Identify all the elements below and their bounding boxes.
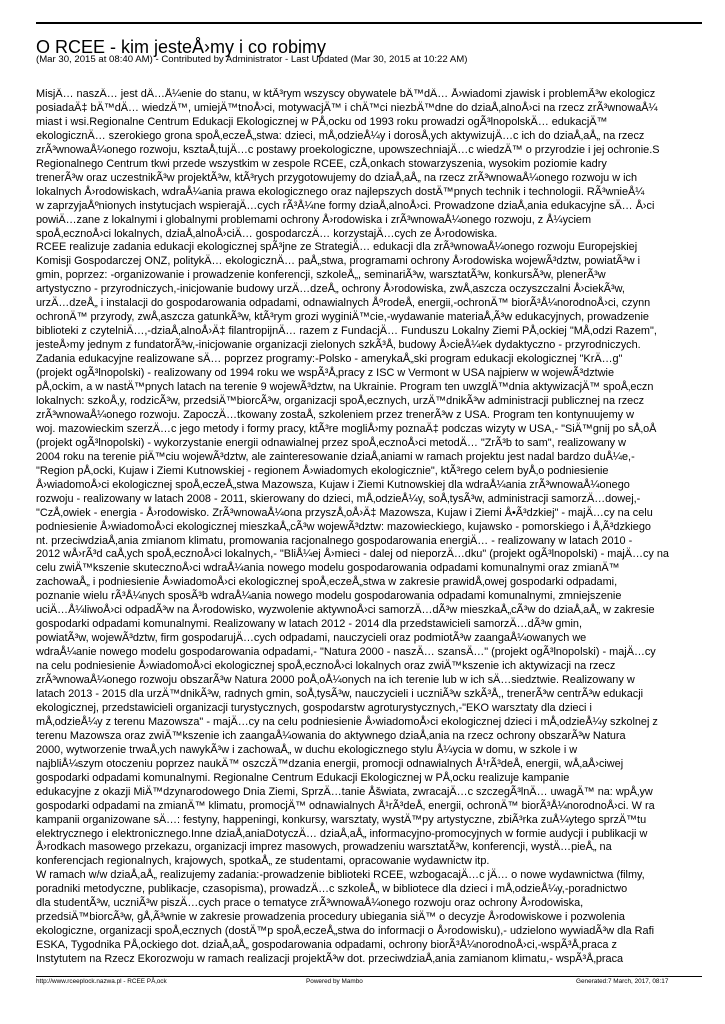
footer-generated-date: Generated:7 March, 2017, 08:17	[576, 978, 669, 985]
body-line: podniesienie Å›wiadomoÅ›ci ekologicznej mieszkaÅ„cÃ³w wojewÃ³dztw: mazowieckiego, kujawsko - pomorskiego i Å‚Ã³dzkiego	[36, 520, 651, 533]
body-line: lokalnych: szkoÅ‚y, rodzicÃ³w, przedsiÄ™biorcÃ³w, organizacji spoÅ‚ecznych, urzÄ™dnikÃ³w administracji publicznej na rzecz	[36, 394, 645, 407]
body-line: W ramach w/w dziaÅ‚aÅ„ realizujemy zadania:-prowadzenie biblioteki RCEE, wzbogacajÄ…c jÄ… o nowe wydawnictwa (filmy,	[36, 869, 645, 882]
body-line: celu zwiÄ™kszenie skutecznoÅ›ci wdraÅ¼ania nowego modelu gospodarowania odpadami komunalnymi oraz zmianÄ™	[36, 562, 620, 575]
body-line: zrÃ³wnowaÅ¼onego rozwoju obszarÃ³w Natura 2000 poÅ‚oÅ¼onych na ich terenie lub w ich sÄ…siedztwie. Realizowany w	[36, 674, 635, 687]
body-line: poznanie wielu rÃ³Å¼nych sposÃ³b wdraÅ¼ania nowego modelu gospodarowania odpadami komunalnymi, zmniejszenie	[36, 590, 622, 603]
body-line: Instytutem na Rzecz Ekorozwoju w ramach realizacji projektÃ³w dot. przeciwdziaÅ‚ania zamianom klimatu,- wspÃ³Å‚praca	[36, 953, 624, 966]
body-line: pÅ‚ockim, a w nastÄ™pnych latach na terenie 9 wojewÃ³dztw, na Ukrainie. Program ten uwzglÄ™dnia aktywizacjÄ™ spoÅ‚eczn	[36, 381, 654, 394]
body-line: gmin, poprzez: -organizowanie i prowadzenie konferencji, szkoleÅ„, seminariÃ³w, warsztatÃ³w, konkursÃ³w, plenerÃ³w	[36, 269, 606, 282]
body-line: gospodarki odpadami komunalnymi. Realizowany w latach 2012 - 2014 dla przedstawicieli samorzÄ…dÃ³w gmin,	[36, 618, 583, 631]
body-line: mÅ‚odzieÅ¼y z terenu Mazowsza" - majÄ…cy na celu podniesienie Å›wiadomoÅ›ci ekologicznej dzieci i mÅ‚odzieÅ¼y szkolnej z	[36, 715, 658, 728]
footer-powered-by: Powered by Mambo	[306, 978, 363, 985]
body-line: gospodarki odpadami na zmianÄ™ klimatu, promocjÄ™ odnawialnych Å¹rÃ³deÅ‚ energii, ochronÄ™ biorÃ³Å¼norodnoÅ›ci. W ra	[36, 799, 655, 812]
body-line: woj. mazowieckim szerzÄ…c jego metody i formy pracy, ktÃ³re mogliÅ›my poznaÄ‡ podczas wizyty w USA,- "SiÄ™gnij po sÅ‚oÅ	[36, 422, 657, 435]
body-line: dla studentÃ³w, uczniÃ³w piszÄ…cych prace o tematyce zrÃ³wnowaÅ¼onego rozwoju oraz ochrony Å›rodowiska,	[36, 897, 584, 910]
body-line: Å›rodkach masowego przekazu, organizacji imprez masowych, prowadzeniu warsztatÃ³w, konferencji, wystÄ…pieÅ„ na	[36, 841, 612, 854]
body-line: trenerÃ³w oraz uczestnikÃ³w projektÃ³w, ktÃ³rych przygotowujemy do dziaÅ‚aÅ„ na rzecz zrÃ³wnowaÅ¼onego rozwoju w ich	[36, 171, 638, 184]
body-line: rozwoju - realizowany w latach 2008 - 2011, skierowany do dzieci, mÅ‚odzieÅ¼y, soÅ‚tysÃ³w, administracji samorzÄ…dowej,-	[36, 492, 641, 505]
body-line: zrÃ³wnowaÅ¼onego rozwoju. ZapoczÄ…tkowany zostaÅ‚ szkoleniem przez trenerÃ³w z USA. Program ten kontynuujemy w	[36, 408, 635, 421]
article-body	[36, 88, 725, 976]
body-line: spoÅ‚ecznoÅ›ci lokalnych, dziaÅ‚alnoÅ›ciÄ… gospodarczÄ… korzystajÄ…cych ze Å›rodowiska.	[36, 227, 498, 240]
body-line: w zaprzyjaÅºnionych instytucjach wspierajÄ…cych rÃ³Å¼ne formy dziaÅ‚alnoÅ›ci. Prowadzone dziaÅ‚ania edukacyjne sÄ… Å›ci	[36, 199, 655, 212]
body-line: konferencjach regionalnych, krajowych, spotkaÅ„ ze studentami, opracowanie wydawnictw itp.	[36, 855, 490, 868]
body-line: latach 2013 - 2015 dla urzÄ™dnikÃ³w, radnych gmin, soÅ‚tysÃ³w, nauczycieli i uczniÃ³w szkÃ³Å‚, trenerÃ³w centrÃ³w edukacji	[36, 687, 644, 700]
footer-rule	[36, 976, 702, 977]
body-line: jesteÅ›my jednym z fundatorÃ³w,-inicjowanie organizacji zielonych szkÃ³Å‚ budowy Å›cieÅ¼ek dydaktyczno - przyrodniczych.	[36, 339, 641, 352]
body-line: nt. przeciwdziaÅ‚ania zmianom klimatu, promowania racjonalnego gospodarowania energiÄ… - realizowany w latach 2010 -	[36, 534, 633, 547]
body-line: MisjÄ… naszÄ… jest dÄ…Å¼enie do stanu, w ktÃ³rym wszyscy obywatele bÄ™dÄ… Å›wiadomi zjawisk i problemÃ³w ekologicz	[36, 88, 656, 100]
body-line: edukacyjne z okazji MiÄ™dzynarodowego Dnia Ziemi, SprzÄ…tanie Åšwiata, zwracajÄ…c szczegÃ³lnÄ… uwagÄ™ na: wpÅ‚yw	[36, 785, 653, 798]
body-line: elektrycznego i elektronicznego.Inne dziaÅ‚aniaDotyczÄ… dziaÅ‚aÅ„ informacyjno-promocyjnych w formie audycji i publikacji w	[36, 827, 648, 840]
body-line: gospodarki odpadami komunalnymi. Regionalne Centrum Edukacji Ekologicznej w PÅ‚ocku realizuje kampanie	[36, 771, 570, 784]
body-line: biblioteki z czytelniÄ…,-dziaÅ‚alnoÅ›Ä‡ filantropijnÄ… razem z FundacjÄ… Funduszu Lokalny Ziemi PÅ‚ockiej "MÅ‚odzi Razem",	[36, 325, 657, 338]
body-line: poradniki metodyczne, publikacje, czasopisma), prowadzÄ…c szkoleÅ„ w bibliotece dla dzieci i mÅ‚odzieÅ¼y,-poradnictwo	[36, 883, 628, 896]
body-line: powiÄ…zane z lokalnymi i globalnymi problemami ochrony Å›rodowiska i zrÃ³wnowaÅ¼onego rozwoju, z Å¼yciem	[36, 213, 592, 226]
body-line: Å›wiadomoÅ›ci ekologicznej spoÅ‚eczeÅ„stwa Mazowsza, Kujaw i Ziemi Kutnowskiej dla wdraÅ¼ania zrÃ³wnowaÅ¼onego	[36, 478, 630, 491]
body-line: ochronÄ™ przyrody, zwÅ‚aszcza gatunkÃ³w, ktÃ³rym grozi wyginiÄ™cie,-wydawanie materiaÅ‚Ã³w edukacyjnych, prowadzenie	[36, 311, 649, 324]
body-line: "Region pÅ‚ocki, Kujaw i Ziemi Kutnowskiej - regionem Å›wiadomych ekologicznie", ktÃ³rego celem byÅ‚o podniesienie	[36, 464, 609, 477]
body-line: wdraÅ¼anie nowego modelu gospodarowania odpadami,- "Natura 2000 - naszÄ… szansÄ…" (projekt ogÃ³lnopolski) - majÄ…cy	[36, 646, 656, 659]
body-line: ESKA, Tygodnika PÅ‚ockiego dot. dziaÅ‚aÅ„ gospodarowania odpadami, ochrony biorÃ³Å¼norodnoÅ›ci,-wspÃ³Å‚praca z	[36, 939, 617, 952]
footer-site-link[interactable]: http://www.rceeplock.nazwa.pl - RCEE PÅ‚ock	[36, 978, 167, 985]
body-line: najbliÅ¼szym otoczeniu poprzez naukÄ™ oszczÄ™dzania energii, promocji odnawialnych Å¹rÃ³deÅ‚ energii, wÅ‚aÅ›ciwej	[36, 757, 624, 770]
body-line: RCEE realizuje zadania edukacji ekologicznej spÃ³jne ze StrategiÄ… edukacji dla zrÃ³wnowaÅ¼onego rozwoju Europejskiej	[36, 241, 638, 254]
body-line: Regionalnego Centrum tkwi przede wszystkim w zespole RCEE, czÅ‚onkach stowarzyszenia, wysokim poziomie kadry	[36, 157, 607, 170]
body-line: ekologiczne, organizacji spoÅ‚ecznych (dostÄ™p spoÅ‚eczeÅ„stwa do informacji o Å›rodowisku),- udzielono wywiadÃ³w dla Rafi	[36, 925, 655, 938]
body-line: powiatÃ³w, wojewÃ³dztw, firm gospodarujÄ…cych odpadami, nauczycieli oraz podmiotÃ³w zaangaÅ¼owanych we	[36, 632, 587, 645]
body-line: ekologicznej, przedstawicieli organizacji turystycznych, gospodarstw agroturystycznych,-"EKO warsztaty dla dzieci i	[36, 701, 592, 714]
page-title: O RCEE - kim jesteÅ›my i co robimy	[36, 37, 327, 57]
body-line: (projekt ogÃ³lnopolski) - wykorzystanie energii odnawialnej przez spoÅ‚ecznoÅ›ci metodÄ… "ZrÃ³b to sam", realizowany w	[36, 436, 627, 449]
body-line: "CzÅ‚owiek - energia - Å›rodowisko. ZrÃ³wnowaÅ¼ona przyszÅ‚oÅ›Ä‡ Mazowsza, Kujaw i Ziemi Å•Ã³dzkiej" - majÄ…cy na celu	[36, 506, 653, 519]
body-line: artystyczno - przyrodniczych,-inicjowanie budowy urzÄ…dzeÅ„ ochrony Å›rodowiska, zwÅ‚aszcza oczyszczalni Å›ciekÃ³w,	[36, 283, 625, 296]
body-line: miast i wsi.Regionalne Centrum Edukacji Ekologicznej w PÅ‚ocku od 1993 roku prowadzi ogÃ³lnopolskÄ… edukacjÄ™	[36, 115, 608, 128]
body-line: 2012 wÅ›rÃ³d caÅ‚ych spoÅ‚ecznoÅ›ci lokalnych,- "BliÅ¼ej Å›mieci - dalej od nieporzÄ…dku" (projekt ogÃ³lnopolski) - majÄ…cy na	[36, 548, 669, 561]
body-line: na celu podniesienie Å›wiadomoÅ›ci ekologicznej spoÅ‚ecznoÅ›ci lokalnych oraz zwiÄ™kszenie ich aktywizacji na rzecz	[36, 660, 616, 673]
body-line: kampanii organizowane sÄ…: festyny, happeningi, konkursy, warsztaty, wystÄ™py artystyczne, zbiÃ³rka zuÅ¼ytego sprzÄ™tu	[36, 813, 647, 826]
body-line: urzÄ…dzeÅ„ i instalacji do gospodarowania odpadami, odnawialnych ÅºrodeÅ‚ energii,-ochronÄ™ biorÃ³Å¼norodnoÅ›ci, czynn	[36, 297, 651, 310]
body-line: 2000, wytworzenie trwaÅ‚ych nawykÃ³w i zachowaÅ„ w duchu ekologicznego stylu Å¼ycia w domu, w szkole i w	[36, 743, 578, 756]
body-line: Komisji Gospodarczej ONZ, politykÄ… ekologicznÄ… paÅ„stwa, programami ochrony Å›rodowiska wojewÃ³dztw, powiatÃ³w i	[36, 255, 641, 268]
body-line: lokalnych Å›rodowiskach, wdraÅ¼ania prawa ekologicznego oraz najlepszych dostÄ™pnych technik i technologii. RÃ³wnieÅ¼	[36, 185, 645, 198]
body-line: posiadaÄ‡ bÄ™dÄ… wiedzÄ™, umiejÄ™tnoÅ›ci, motywacjÄ™ i chÄ™ci niezbÄ™dne do dziaÅ‚alnoÅ›ci na rzecz zrÃ³wnowaÅ¼	[36, 101, 658, 114]
body-line: terenu Mazowsza oraz zwiÄ™kszenie ich zaangaÅ¼owania do aktywnego dziaÅ‚ania na rzecz ochrony obszarÃ³w Natura	[36, 729, 626, 742]
body-line: uciÄ…Å¼liwoÅ›ci odpadÃ³w na Å›rodowisko, wyzwolenie aktywnoÅ›ci samorzÄ…dÃ³w mieszkaÅ„cÃ³w do dziaÅ‚aÅ„ w zakresie	[36, 604, 655, 617]
body-line: zachowaÅ„ i podniesienie Å›wiadomoÅ›ci ekologicznej spoÅ‚eczeÅ„stwa w zakresie prawidÅ‚owej gospodarki odpadami,	[36, 576, 618, 589]
top-rule	[36, 22, 702, 24]
body-line: 2004 roku na terenie piÄ™ciu wojewÃ³dztw, ale zainteresowanie dziaÅ‚aniami w ramach projektu jest nadal bardzo duÅ¼e,-	[36, 450, 635, 463]
body-line: zrÃ³wnowaÅ¼onego rozwoju, ksztaÅ‚tujÄ…c postawy proekologiczne, upowszechniajÄ…c wiedzÄ™ o przyrodzie i jej ochronie.S	[36, 143, 660, 156]
body-line: przedsiÄ™biorcÃ³w, gÅ‚Ã³wnie w zakresie prowadzenia procedury ubiegania siÄ™ o decyzje Å›rodowiskowe i pozwolenia	[36, 911, 625, 924]
body-line: ekologicznÄ… szerokiego grona spoÅ‚eczeÅ„stwa: dzieci, mÅ‚odzieÅ¼y i dorosÅ‚ych aktywizujÄ…c ich do dziaÅ‚aÅ„ na rzecz	[36, 129, 645, 142]
body-line: (projekt ogÃ³lnopolski) - realizowany od 1994 roku we wspÃ³Å‚pracy z ISC w Vermont w USA najpierw w wojewÃ³dztwie	[36, 367, 615, 380]
article-meta: (Mar 30, 2015 at 08:40 AM) - Contributed by Administrator - Last Updated (Mar 30, 2015 at 10:22 AM)	[36, 54, 468, 65]
body-line: Zadania edukacyjne realizowane sÄ… poprzez programy:-Polsko - amerykaÅ„ski program edukacji ekologicznej "KrÄ…g"	[36, 353, 623, 366]
